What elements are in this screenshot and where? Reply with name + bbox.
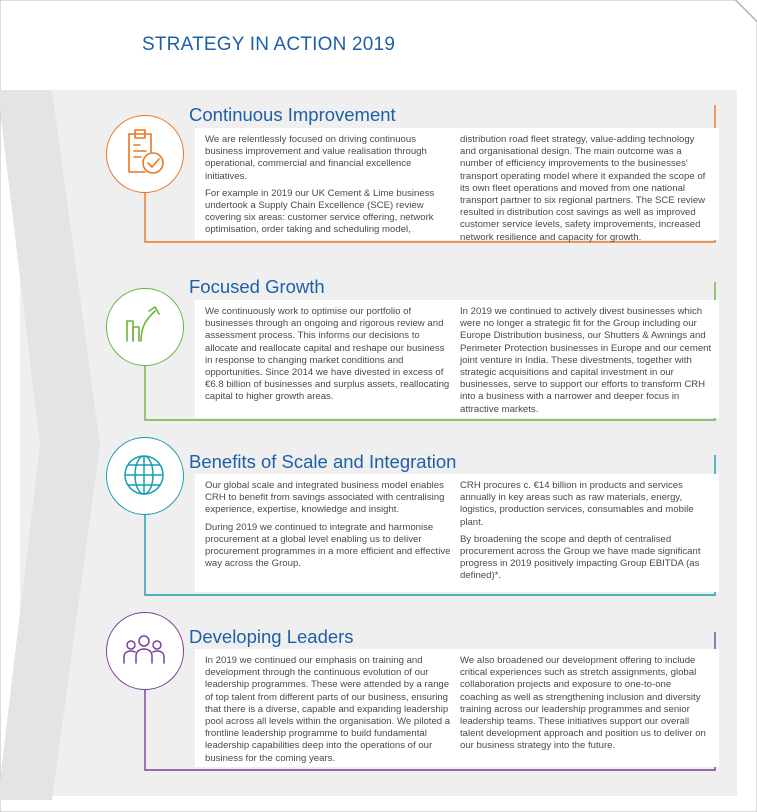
people-group-icon bbox=[107, 613, 182, 688]
paragraph: In 2019 we continued to actively divest businesses which were no longer a strategic fit for the Group including our Europe Distribution business, our Shutters & Awnings and Perimeter Protection businesses in Europe and our cement joint venture in India. These divestments, together with strategic acquisitions and capital investment in our businesses, serve to support our efforts to transform CRH into a business with a narrower and deeper focus in attractive markets. bbox=[460, 306, 712, 415]
section-title: Benefits of Scale and Integration bbox=[189, 451, 457, 472]
paragraph: Our global scale and integrated business model enables CRH to benefit from savings associated with centralising experience, expertise, knowledge and insight. bbox=[205, 480, 445, 516]
section-title: Focused Growth bbox=[189, 276, 325, 297]
paragraph: distribution road fleet strategy, value-adding technology and organisational design. The main outcome was a number of efficiency improvements to the businesses' transport operating model where it expanded the scope of its own fleet operations and moved from one national transport partner to six regional partners. The SCE review resulted in distribution cost savings as well as improved customer service levels, safety improvements, increased network resilience and capacity for growth. bbox=[460, 134, 706, 243]
section-title: Continuous Improvement bbox=[189, 104, 396, 125]
paragraph: For example in 2019 our UK Cement & Lime business undertook a Supply Chain Excellence (SCE) review covering six areas: customer service offering, network optimisation, order taking and scheduling model, bbox=[205, 187, 435, 236]
paragraph: During 2019 we continued to integrate and harmonise procurement at a global level enabling us to deliver procurement programmes in a more efficient and effective way across the Group. bbox=[205, 521, 451, 570]
paragraph: In 2019 we continued our emphasis on training and development through the continuous evolution of our leadership programmes. These were attended by a range of top talent from different parts of our business, ensuring that there is a diverse, capable and expanding leadership pool across all levels within the organisation. We piloted a frontline leadership programme to build fundamental leadership capabilities deep into the operations of our business for the coming years. bbox=[205, 655, 451, 764]
page-title: STRATEGY IN ACTION 2019 bbox=[142, 34, 396, 55]
text-column-left bbox=[205, 655, 453, 770]
paragraph: CRH procures c. €14 billion in products and services annually in key areas such as raw materials, energy, logistics, production services, consumables and mobile plant. bbox=[460, 480, 694, 528]
icon-circle bbox=[106, 612, 184, 690]
paragraph: We are relentlessly focused on driving continuous business improvement and value realisation through operational, commercial and financial excellence initiatives. bbox=[205, 134, 427, 182]
section-title: Developing Leaders bbox=[189, 626, 354, 647]
paragraph: We also broadened our development offering to include critical experiences such as stretch assignments, global collaboration projects and exposure to one-to-one coaching as well as strengthening inclusion and diversity training across our leadership programmes and senior leadership teams. These initiatives support our overall talent development approach and position us to deliver on our business strategy into the future. bbox=[460, 655, 706, 752]
paragraph: We continuously work to optimise our portfolio of businesses through an ongoing and rigorous review and assessment process. This informs our decisions to allocate and reallocate capital and reshape our business in response to changing market conditions and opportunities. Since 2014 we have divested in excess of €6.8 billion of businesses and surplus assets, reallocating capital to higher growth areas. bbox=[205, 306, 450, 403]
text-column-right bbox=[460, 655, 712, 758]
paragraph: By broadening the scope and depth of centralised procurement across the Group we have made significant progress in 2019 positively impacting Group EBITDA (as defined)*. bbox=[460, 533, 701, 582]
text-block bbox=[195, 649, 719, 767]
